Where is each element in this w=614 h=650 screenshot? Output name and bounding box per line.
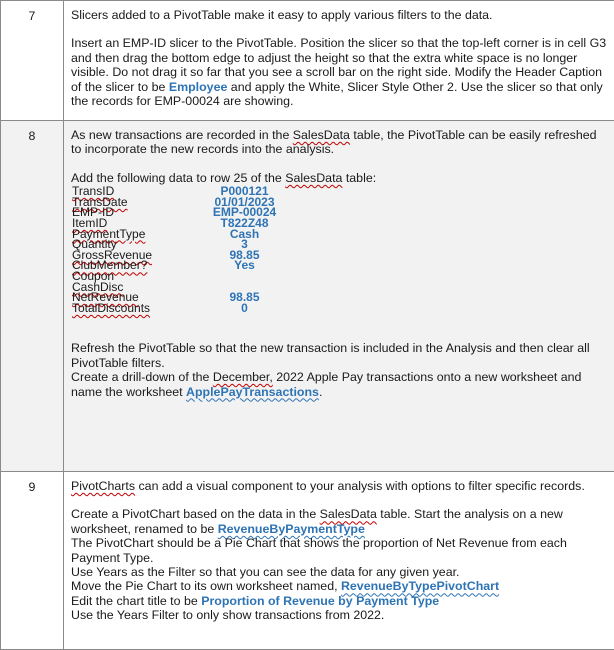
instr-text: Insert an EMP-ID slicer to the PivotTable. Position the slicer so that the top-left corner is in cell G3 and then drag the bottom edge to adjust the height so that the extra white space is no longer visible. Do not drag it so far that you see a scroll bar on the right side. Modify the Header Caption of the slicer to be	[71, 36, 606, 93]
field-row	[71, 229, 608, 240]
worksheet-name: RevenueByTypePivotChart	[341, 579, 499, 593]
step-number-cell	[1, 472, 64, 650]
field-name: ClubMember?	[71, 260, 192, 271]
table-name: SalesData	[320, 507, 377, 521]
filter-instruction: Use the Years Filter to only show transactions from 2022.	[71, 608, 608, 622]
field-name: ItemID	[71, 218, 192, 229]
field-name: EMP-ID	[71, 207, 192, 218]
field-name: Coupon	[71, 271, 192, 282]
month-text: December,	[213, 370, 273, 384]
step-intro	[71, 479, 608, 493]
field-row	[71, 282, 608, 293]
step-intro: Slicers added to a PivotTable make it easy to apply various filters to the data.	[71, 8, 608, 22]
new-record-fields	[71, 186, 608, 313]
step-instructions	[71, 36, 608, 108]
field-name: NetRevenue	[71, 292, 192, 303]
table-name: SalesData	[285, 171, 342, 185]
field-name: PaymentType	[71, 229, 192, 240]
field-row	[71, 207, 608, 218]
field-row	[71, 260, 608, 271]
title-instruction	[71, 594, 608, 608]
drill-down-instruction	[71, 370, 608, 399]
field-value: 01/01/2023	[192, 197, 297, 208]
field-name: TransDate	[71, 197, 192, 208]
intro-text: As new transactions are recorded in the	[71, 128, 293, 142]
chart-title-text: Proportion of Revenue by Payment Type	[201, 594, 439, 608]
step-number: 8	[1, 121, 63, 143]
drill-text: Create a drill-down of the	[71, 370, 213, 384]
add-data-instruction	[71, 171, 608, 185]
intro-text: table, the PivotTable can be easily refreshed to incorporate the new records into the analysis.	[71, 128, 597, 156]
step-number: 9	[1, 472, 63, 494]
field-name: TotalDiscounts	[71, 303, 192, 314]
step-number-cell	[1, 1, 64, 121]
field-name: TransID	[71, 186, 192, 197]
field-value: 0	[192, 303, 297, 314]
step-number-cell	[1, 121, 64, 472]
step-body-cell	[64, 472, 614, 650]
step-body-cell	[64, 1, 614, 121]
field-name: Quantity	[71, 239, 192, 250]
field-row	[71, 218, 608, 229]
worksheet-name: ApplePayTransactions	[186, 385, 319, 399]
step-intro	[71, 128, 608, 157]
move-text: Move the Pie Chart to its own worksheet named,	[71, 579, 341, 593]
field-name: CashDisc	[71, 282, 192, 293]
add-text: table:	[342, 171, 376, 185]
step-row-9	[1, 472, 614, 650]
field-row	[71, 197, 608, 208]
slicer-caption-text: Employee	[169, 80, 228, 94]
table-name: SalesData	[293, 128, 350, 142]
step-row-8	[1, 121, 614, 472]
field-name: GrossRevenue	[71, 250, 192, 261]
refresh-instruction: Refresh the PivotTable so that the new transaction is included in the Analysis and then clear all PivotTable filters.	[71, 341, 608, 370]
worksheet-name: RevenueByPaymentType	[218, 522, 365, 536]
years-instruction: Use Years as the Filter so that you can see the data for any given year.	[71, 565, 608, 579]
field-row	[71, 303, 608, 314]
step-row-7	[1, 1, 614, 121]
step-number: 7	[1, 1, 63, 23]
field-value: 3	[192, 239, 297, 250]
instr-text: and apply the White, Slicer Style Other 2. Use the slicer so that only the records for EMP-00024 are showing.	[71, 80, 603, 108]
pie-instruction: The PivotChart should be a Pie Chart that shows the proportion of Net Revenue from each Payment Type.	[71, 536, 608, 565]
field-value: EMP-00024	[192, 207, 297, 218]
field-value: Yes	[192, 260, 297, 271]
field-value	[192, 271, 297, 282]
create-text: table. Start the analysis on a new worksheet, renamed to be	[71, 507, 563, 535]
drill-text: 2022 Apple Pay transactions onto a new worksheet and name the worksheet	[71, 370, 581, 398]
field-value: P000121	[192, 186, 297, 197]
field-row	[71, 250, 608, 261]
field-row	[71, 271, 608, 282]
field-row	[71, 292, 608, 303]
add-text: Add the following data to row 25 of the	[71, 171, 285, 185]
intro-text: can add a visual component to your analysis with options to filter specific records.	[135, 479, 585, 493]
create-instruction	[71, 507, 608, 536]
create-text: Create a PivotChart based on the data in the	[71, 507, 320, 521]
field-value: T822Z48	[192, 218, 297, 229]
field-value: 98.85	[192, 250, 297, 261]
drill-text: .	[319, 385, 322, 399]
step-body-cell	[64, 121, 614, 472]
field-row	[71, 186, 608, 197]
field-value: 98.85	[192, 292, 297, 303]
title-text: Edit the chart title to be	[71, 594, 201, 608]
intro-term: PivotCharts	[71, 479, 135, 493]
move-instruction	[71, 579, 608, 593]
field-value: Cash	[192, 229, 297, 240]
